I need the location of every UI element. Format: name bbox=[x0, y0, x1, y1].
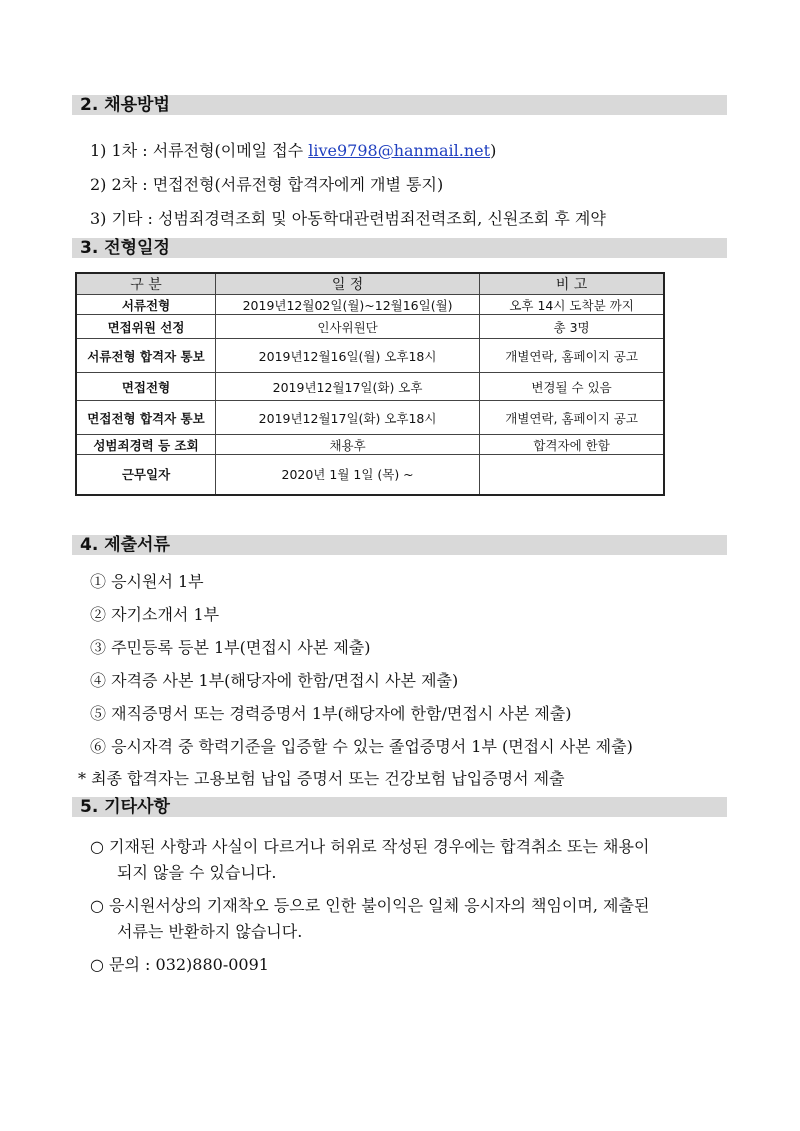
row-note: 개별연락, 홈페이지 공고 bbox=[480, 401, 664, 435]
row-label: 면접전형 bbox=[76, 373, 216, 401]
row-note: 개별연락, 홈페이지 공고 bbox=[480, 339, 664, 373]
row-schedule: 채용후 bbox=[216, 435, 480, 455]
table-row bbox=[76, 455, 664, 495]
table-row bbox=[76, 435, 664, 455]
row-note: 총 3명 bbox=[480, 315, 664, 339]
row-schedule: 인사위원단 bbox=[216, 315, 480, 339]
row-note bbox=[480, 455, 664, 495]
misc-item-1-line1: ○ 기재된 사항과 사실이 다르거나 허위로 작성된 경우에는 합격취소 또는 채용이 bbox=[90, 837, 650, 856]
table-header-row bbox=[76, 273, 664, 295]
table-row bbox=[76, 339, 664, 373]
table-row bbox=[76, 401, 664, 435]
misc-item-2-line2: 서류는 반환하지 않습니다. bbox=[117, 922, 303, 941]
document-item-3: ③ 주민등록 등본 1부(면접시 사본 제출) bbox=[90, 638, 371, 657]
recruit-method-1-close: ) bbox=[490, 141, 497, 160]
section-3-title: 3. 전형일정 bbox=[72, 238, 727, 258]
section-4-title: 4. 제출서류 bbox=[72, 535, 727, 555]
recruit-method-1 bbox=[90, 138, 496, 161]
document-item-6: ⑥ 응시자격 중 학력기준을 입증할 수 있는 졸업증명서 1부 (면접시 사본 제출) bbox=[90, 737, 633, 756]
row-label: 면접위원 선정 bbox=[76, 315, 216, 339]
row-label: 서류전형 합격자 통보 bbox=[76, 339, 216, 373]
misc-item-2-line1: ○ 응시원서상의 기재착오 등으로 인한 불이익은 일체 응시자의 책임이며, 제출된 bbox=[90, 896, 650, 915]
row-note: 변경될 수 있음 bbox=[480, 373, 664, 401]
table-row bbox=[76, 295, 664, 315]
row-schedule: 2019년12월02일(월)~12월16일(월) bbox=[216, 295, 480, 315]
recruit-method-2: 2) 2차 : 면접전형(서류전형 합격자에게 개별 통지) bbox=[90, 175, 444, 194]
row-schedule: 2019년12월16일(월) 오후18시 bbox=[216, 339, 480, 373]
row-label: 서류전형 bbox=[76, 295, 216, 315]
misc-item-1-line2: 되지 않을 수 있습니다. bbox=[117, 863, 277, 882]
document-item-1: ① 응시원서 1부 bbox=[90, 572, 204, 591]
contact-info: ○ 문의 : 032)880-0091 bbox=[90, 955, 269, 974]
row-label: 근무일자 bbox=[76, 455, 216, 495]
final-applicant-note: * 최종 합격자는 고용보험 납입 증명서 또는 건강보험 납입증명서 제출 bbox=[78, 769, 565, 788]
section-5-title: 5. 기타사항 bbox=[72, 797, 727, 817]
row-schedule: 2019년12월17일(화) 오후 bbox=[216, 373, 480, 401]
header-note: 비 고 bbox=[480, 273, 664, 295]
header-category: 구 분 bbox=[76, 273, 216, 295]
document-item-4: ④ 자격증 사본 1부(해당자에 한함/면접시 사본 제출) bbox=[90, 671, 459, 690]
schedule-table bbox=[75, 272, 665, 496]
row-schedule: 2020년 1월 1일 (목) ~ bbox=[216, 455, 480, 495]
row-label: 면접전형 합격자 통보 bbox=[76, 401, 216, 435]
section-2-title: 2. 채용방법 bbox=[72, 95, 727, 115]
document-item-2: ② 자기소개서 1부 bbox=[90, 605, 220, 624]
email-link[interactable]: live9798@hanmail.net bbox=[308, 141, 491, 160]
row-note: 오후 14시 도착분 까지 bbox=[480, 295, 664, 315]
table-row bbox=[76, 315, 664, 339]
row-label: 성범죄경력 등 조회 bbox=[76, 435, 216, 455]
table-row bbox=[76, 373, 664, 401]
document-item-5: ⑤ 재직증명서 또는 경력증명서 1부(해당자에 한함/면접시 사본 제출) bbox=[90, 704, 572, 723]
recruit-method-3: 3) 기타 : 성범죄경력조회 및 아동학대관련범죄전력조회, 신원조회 후 계약 bbox=[90, 209, 606, 228]
row-note: 합격자에 한함 bbox=[480, 435, 664, 455]
row-schedule: 2019년12월17일(화) 오후18시 bbox=[216, 401, 480, 435]
header-schedule: 일 정 bbox=[216, 273, 480, 295]
recruit-method-1-text: 1) 1차 : 서류전형(이메일 접수 bbox=[90, 141, 309, 160]
